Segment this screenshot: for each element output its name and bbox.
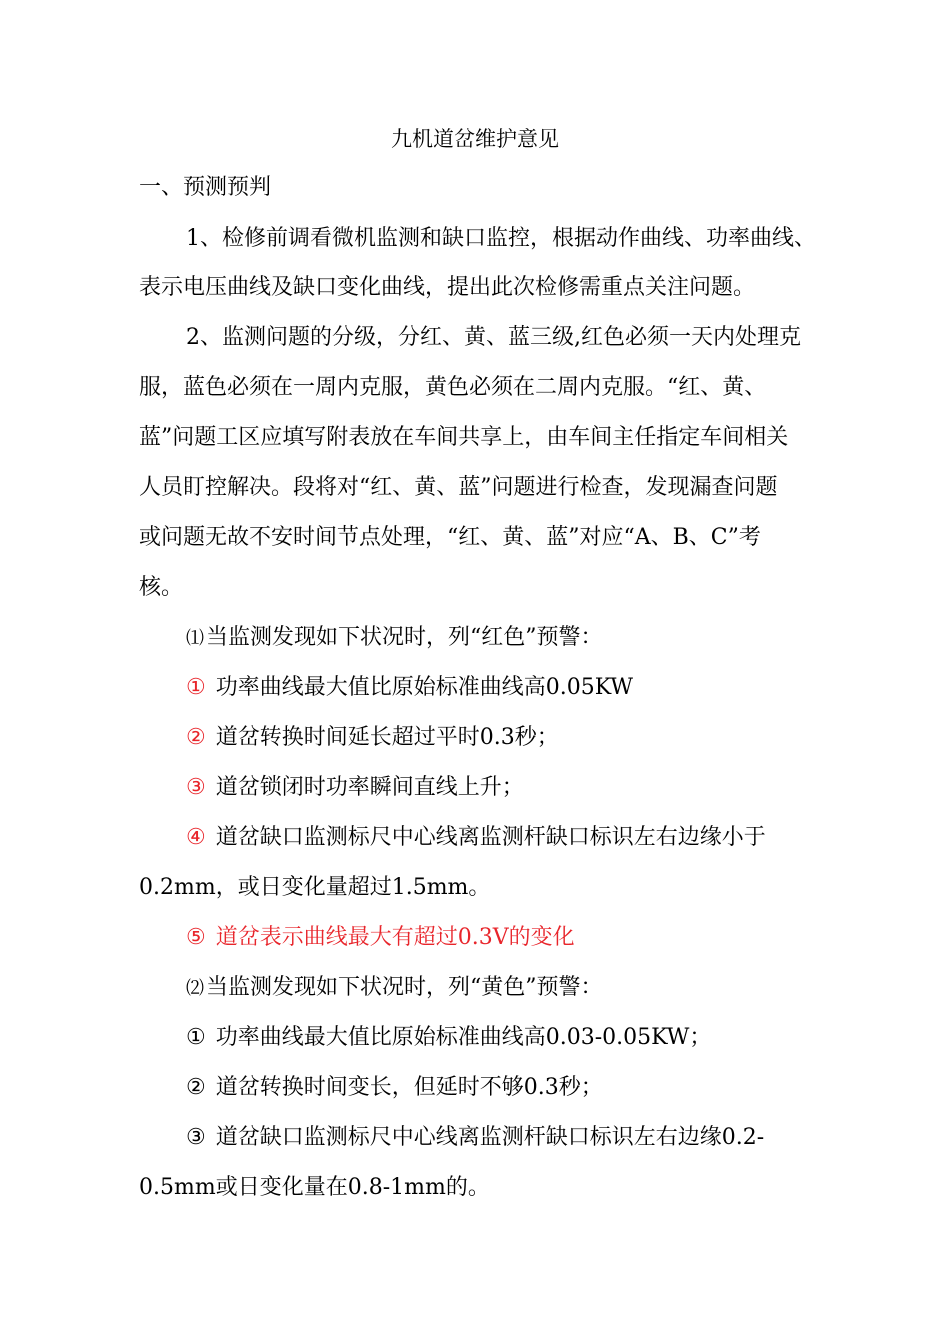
item-text: 道岔缺口监测标尺中心线离监测杆缺口标识左右边缘0.2- [215, 1125, 765, 1150]
section-heading: 一、预测预判 [139, 175, 272, 200]
item-number: ② [186, 1075, 206, 1100]
item-number: ① [186, 675, 206, 700]
paragraph-line: 表示电压曲线及缺口变化曲线，提出此次检修需重点关注问题。 [139, 275, 756, 300]
list-item [186, 1023, 711, 1053]
paragraph-line: 2、监测问题的分级，分红、黄、蓝三级,红色必须一天内处理克 [186, 325, 801, 350]
item-text: 功率曲线最大值比原始标准曲线高0.03-0.05KW； [215, 1025, 712, 1050]
list-marker: ⑴ [186, 628, 204, 649]
item-number: ⑤ [186, 925, 206, 950]
list-item [186, 1073, 603, 1103]
item-number: ③ [186, 775, 206, 800]
document-title: 九机道岔维护意见 [391, 127, 559, 151]
yellow-warning-heading [186, 973, 603, 1003]
heading-text: 当监测发现如下状况时，列“黄色”预警： [206, 975, 603, 1000]
item-number: ③ [186, 1125, 206, 1150]
item-text: 道岔表示曲线最大有超过0.3V的变化 [215, 925, 575, 950]
item-text: 功率曲线最大值比原始标准曲线高0.05KW [215, 675, 633, 700]
list-marker: ⑵ [186, 978, 204, 999]
list-item [186, 773, 524, 803]
list-item-continuation: 0.5mm或日变化量在0.8-1mm的。 [139, 1175, 490, 1200]
paragraph-line: 人员盯控解决。段将对“红、黄、蓝”问题进行检查，发现漏查问题 [139, 475, 778, 500]
paragraph-line: 或问题无故不安时间节点处理，“红、黄、蓝”对应“A、B、C”考 [139, 525, 761, 550]
list-item [186, 723, 559, 753]
item-text: 道岔转换时间变长，但延时不够0.3秒； [215, 1075, 603, 1100]
item-number: ① [186, 1025, 206, 1050]
item-text: 道岔转换时间延长超过平时0.3秒； [215, 725, 559, 750]
red-warning-heading [186, 623, 603, 653]
list-item [186, 1123, 764, 1153]
list-item [186, 673, 633, 703]
item-number: ④ [186, 825, 206, 850]
item-text: 道岔锁闭时功率瞬间直线上升； [215, 775, 524, 800]
item-text: 道岔缺口监测标尺中心线离监测杆缺口标识左右边缘小于 [215, 825, 766, 850]
list-item-continuation: 0.2mm，或日变化量超过1.5mm。 [139, 875, 491, 900]
heading-text: 当监测发现如下状况时，列“红色”预警： [206, 625, 603, 650]
paragraph-line: 核。 [139, 575, 184, 600]
list-item [186, 823, 766, 853]
list-item-highlighted [186, 923, 575, 953]
paragraph-line: 蓝”问题工区应填写附表放在车间共享上，由车间主任指定车间相关 [139, 425, 789, 450]
paragraph-line: 1、检修前调看微机监测和缺口监控，根据动作曲线、功率曲线、 [186, 226, 816, 251]
paragraph-line: 服，蓝色必须在一周内克服，黄色必须在二周内克服。“红、黄、 [139, 375, 767, 400]
item-number: ② [186, 725, 206, 750]
